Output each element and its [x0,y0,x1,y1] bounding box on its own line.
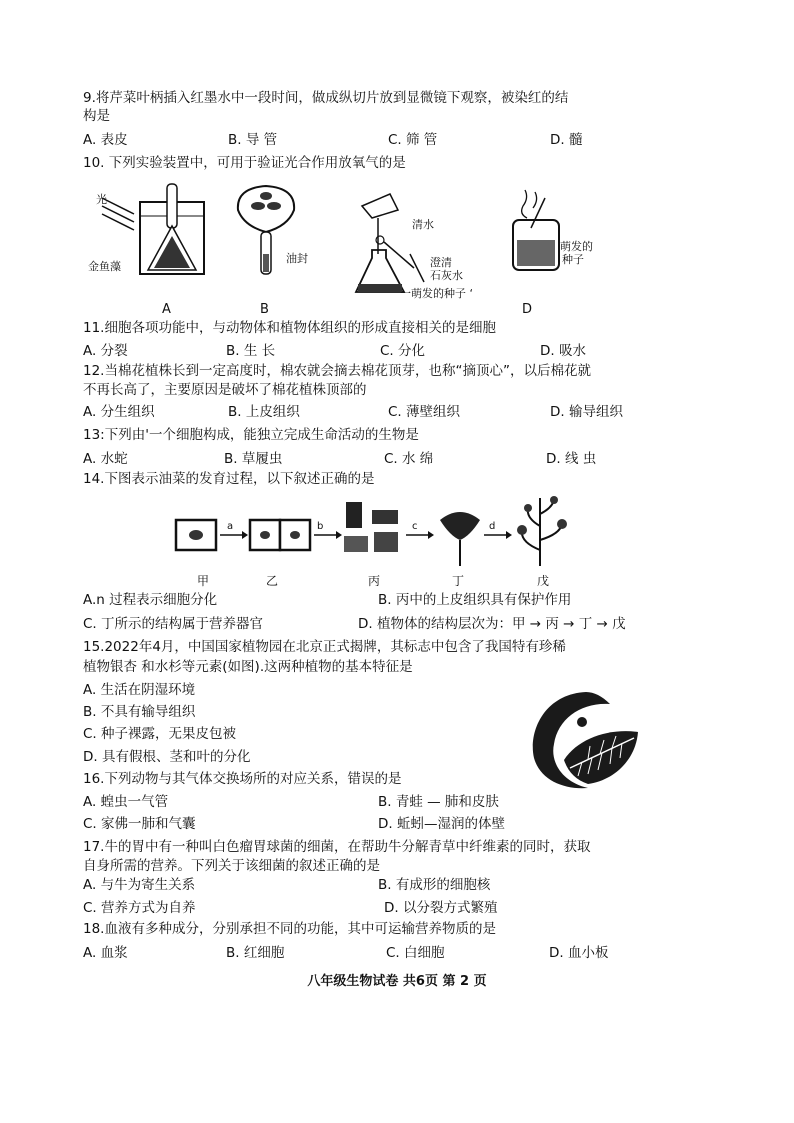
q17-option-b: B. 有成形的细胞核 [378,877,491,893]
q15-botanical-garden-logo [526,688,646,793]
q10-figa-letter: A [162,302,171,317]
q10-figd-letter: D [522,302,533,317]
q15-option-c: C. 种子裸露，无果皮包被 [83,726,237,742]
q14-option-d: D. 植物体的结构层次为：甲 → 丙 → 丁 → 戊 [358,616,626,632]
q17-option-c: C. 营养方式为自养 [83,900,196,916]
q14-label-yi: 乙 [266,574,279,588]
q16-stem: 16.下列动物与其气体交换场所的对应关系，错误的是 [83,771,402,787]
q14-label-wu: 戊 [537,574,550,588]
q10-stem: 10. 下列实验装置中，可用于验证光合作用放氧气的是 [83,155,406,171]
q14-option-b: B. 丙中的上皮组织具有保护作用 [378,592,572,608]
q16-option-c: C. 家佛一肺和气囊 [83,816,196,832]
q9-option-c: C. 筛 管 [388,132,438,148]
q13-option-b: B. 草履虫 [224,451,283,467]
q9-option-d: D. 髓 [550,132,583,148]
q9-option-b: B. 导 管 [228,132,278,148]
q16-option-d: D. 蚯蚓—湿润的体壁 [378,816,505,832]
q14-label-ding: 丁 [452,574,465,588]
q11-option-b: B. 生 长 [226,343,276,359]
q10-figc-seeds-label: 一萌发的种子 ‘ [400,287,473,300]
q15-option-d: D. 具有假根、茎和叶的分化 [83,749,251,765]
q14-arrow-a-label: a [227,521,234,532]
q9-stem-line1: 9.将芹菜叶柄插入红墨水中一段时间，做成纵切片放到显微镜下观察，被染红的结 [83,90,569,106]
q15-stem-line1: 15.2022年4月，中国国家植物园在北京正式揭牌，其标志中包含了我国特有珍稀 [83,639,566,655]
q14-arrow-d-label: d [489,521,496,532]
q13-option-d: D. 线 虫 [546,451,597,467]
q10-figa-light-label: 光 [96,193,107,206]
q16-option-a: A. 蝗虫一气管 [83,794,169,810]
q13-option-c: C. 水 绵 [384,451,434,467]
q15-option-b: B. 不具有输导组织 [83,704,196,720]
q11-stem: 11.细胞各项功能中，与动物体和植物体组织的形成直接相关的是细胞 [83,320,496,336]
q17-option-d: D. 以分裂方式繁殖 [384,900,498,916]
q18-option-b: B. 红细胞 [226,945,285,961]
q10-figb-letter: B [260,302,269,317]
q15-stem-line2: 植物银杏 和水杉等元素(如图).这两种植物的基本特征是 [83,659,413,675]
q16-option-b: B. 青蛙 — 肺和皮肤 [378,794,499,810]
q14-option-a: A.n 过程表示细胞分化 [83,592,218,608]
q13-option-a: A. 水蛇 [83,451,128,467]
q14-option-c: C. 丁所示的结构属于营养器官 [83,616,264,632]
q14-arrow-c-label: c [412,521,418,532]
q10-figc-water-label: 清水 [412,218,434,231]
q10-figure-b [228,182,308,282]
q17-option-a: A. 与牛为寄生关系 [83,877,196,893]
q12-option-a: A. 分生组织 [83,404,155,420]
q10-figb-oil-label: 油封 [286,252,308,265]
q15-option-a: A. 生活在阴湿环境 [83,682,196,698]
q10-figc-limewater-line2: 石灰水 [430,269,463,282]
q10-figure-c [352,188,432,300]
q10-figd-seeds-line1: 萌发的 [560,240,593,253]
q18-option-d: D. 血小板 [549,945,609,961]
q17-stem-line2: 自身所需的营养。下列关于该细菌的叙述正确的是 [83,858,380,874]
q12-stem-line1: 12.当棉花植株长到一定高度时，棉农就会摘去棉花顶芽，也称“摘顶心”，以后棉花就 [83,363,591,379]
q12-stem-line2: 不再长高了，主要原因是破坏了棉花植株顶部的 [83,382,367,398]
q14-label-jia: 甲 [197,574,210,588]
q18-stem: 18.血液有多种成分，分别承担不同的功能，其中可运输营养物质的是 [83,921,496,937]
q12-option-c: C. 薄壁组织 [388,404,461,420]
q14-arrow-b-label: b [317,521,324,532]
q11-option-d: D. 吸水 [540,343,586,359]
q13-stem: 13:下列由'一个细胞构成，能独立完成生命活动的生物是 [83,427,419,443]
q12-option-d: D. 输导组织 [550,404,623,420]
q9-stem-line2: 构是 [83,108,110,124]
q17-stem-line1: 17.牛的胃中有一种叫白色瘤胃球菌的细菌，在帮助牛分解青草中纤维素的同时，获取 [83,839,591,855]
q18-option-a: A. 血浆 [83,945,128,961]
q10-figa-plant-label: 金鱼藻 [88,260,121,273]
q14-label-bing: 丙 [368,574,381,588]
q10-figd-seeds-line2: 种子 [562,253,584,266]
q10-figc-limewater-line1: 澄清 [430,256,452,269]
q11-option-a: A. 分裂 [83,343,128,359]
page-footer: 八年级生物试卷 共6页 第 2 页 [307,974,487,989]
q18-option-c: C. 白细胞 [386,945,445,961]
q14-stem: 14.下图表示油菜的发育过程，以下叙述正确的是 [83,471,375,487]
q12-option-b: B. 上皮组织 [228,404,300,420]
q9-option-a: A. 表皮 [83,132,128,148]
q11-option-c: C. 分化 [380,343,426,359]
